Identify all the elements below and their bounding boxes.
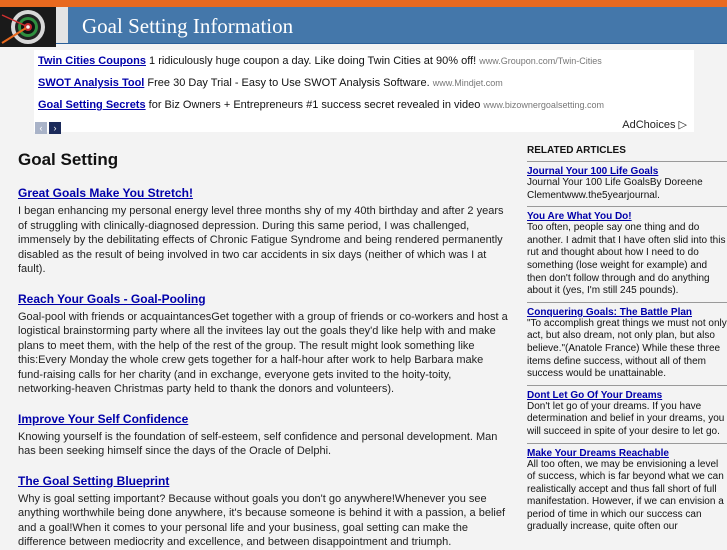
related-article-item [527, 386, 727, 444]
related-article-summary: "To accomplish great things we must not only act, but also dream, not only plan, but also believe."(Anatole France) While these three items define success, without all of them success would be unattainable. [527, 317, 727, 380]
ad-title-link[interactable]: Twin Cities Coupons [38, 55, 146, 67]
ad-text: for Biz Owners + Entrepreneurs #1 success secret revealed in video [148, 99, 481, 111]
related-article-summary: All too often, we may be envisioning a level of success, which is far beyond what we can realistically accept and thus fall short of full manifestation. However, if we can envision a period of time in which our success can gradually increase, quite often our [527, 458, 724, 533]
dartboard-logo-icon [0, 7, 56, 47]
article-body: Goal-pool with friends or acquaintancesGet together with a group of friends or co-workers and host a logistical brainstorming party where all the invitees lay out the goals they'd like help with and make plans to meet them, with the help of the rest of the group. The result might look something like this:Every Monday the whole crew gets together for a half-hour after work to help Barbara make fund-raising calls for her charity (and in exchange, everyone gets invited to the hoity-toity, networking-heaven Christmas party held to thank the donors and volunteers). [18, 310, 508, 395]
article-body: Why is goal setting important? Because without goals you don't go anywhere!Whenever you see anything worthwhile being done anywhere, it's because someone is behind it with a passion, a belief and a goal!When it comes to your personal life and your business, goal setting can make the difference between mediocrity and excellence, and between disappointment and triumph. [18, 492, 506, 548]
related-article-link[interactable]: You Are What You Do! [527, 211, 632, 223]
site-title: Goal Setting Information [82, 14, 294, 38]
ad-url[interactable]: www.bizownergoalsetting.com [483, 100, 604, 110]
related-article-item [527, 162, 727, 207]
related-article-link[interactable]: Conquering Goals: The Battle Plan [527, 306, 693, 318]
ad-item [38, 99, 604, 111]
article-title-link[interactable]: The Goal Setting Blueprint [18, 473, 170, 488]
logo-divider [56, 7, 68, 43]
related-article-summary: Journal Your 100 Life GoalsBy Doreene Clementwww.the5yearjournal. [527, 177, 703, 201]
related-article-summary: Don't let go of your dreams. If you have determination and belief in your dreams, you will succeed in spite of your desire to let go. [527, 400, 725, 437]
article-item [18, 474, 510, 550]
ad-text: Free 30 Day Trial - Easy to Use SWOT Analysis Software. [147, 77, 430, 89]
page-title: Goal Setting [18, 150, 119, 169]
article-title-link[interactable]: Improve Your Self Confidence [18, 411, 189, 426]
related-article-link[interactable]: Make Your Dreams Reachable [527, 447, 669, 459]
ad-nav [35, 118, 63, 136]
related-article-link[interactable]: Dont Let Go Of Your Dreams [527, 389, 663, 401]
site-header [0, 4, 727, 44]
article-item [18, 412, 510, 459]
related-article-summary: Too often, people say one thing and do another. I admit that I have often slid into this rut and thought about how I need to do something (lose weight for example) and then don't follow through and do anything about it (yes, I'm still 245 pounds). [527, 222, 726, 297]
ad-url[interactable]: www.Mindjet.com [432, 78, 503, 88]
sidebar-heading: RELATED ARTICLES [527, 145, 727, 162]
related-article-item [527, 444, 727, 539]
ad-item [38, 55, 602, 67]
adchoices-link[interactable]: AdChoices ▷ [622, 119, 687, 131]
main-content [18, 150, 510, 550]
article-title-link[interactable]: Great Goals Make You Stretch! [18, 186, 193, 200]
article-body: Knowing yourself is the foundation of self-esteem, self confidence and personal development. Man has been seeking himself since the days of the Oracle of Delphi. [18, 430, 498, 457]
article-item [18, 186, 510, 277]
ad-title-link[interactable]: Goal Setting Secrets [38, 99, 146, 111]
ad-item [38, 77, 503, 89]
ad-block [34, 50, 694, 132]
ad-prev-button[interactable]: ‹ [35, 122, 47, 134]
article-title-link[interactable]: Reach Your Goals - Goal-Pooling [18, 291, 206, 306]
article-body: I began enhancing my personal energy level three months shy of my 40th birthday and after 2 years of struggling with clinically-diagnosed depression. During this same period, I was challenged, immensely by the debilitating effects of Chronic Fatigue Syndrome and being rendered permanently disabled as the result of being involved in two car accidents in six days (neither of which was I at fault). [18, 205, 504, 275]
ad-next-button[interactable]: › [49, 122, 61, 134]
ad-url[interactable]: www.Groupon.com/Twin-Cities [479, 56, 602, 66]
related-articles-sidebar [527, 145, 727, 538]
ad-text: 1 ridiculously huge coupon a day. Like doing Twin Cities at 90% off! [149, 55, 477, 67]
related-article-link[interactable]: Journal Your 100 Life Goals [527, 166, 659, 177]
related-article-item [527, 303, 727, 386]
ad-title-link[interactable]: SWOT Analysis Tool [38, 77, 145, 89]
related-article-item [527, 207, 727, 303]
article-item [18, 292, 510, 397]
